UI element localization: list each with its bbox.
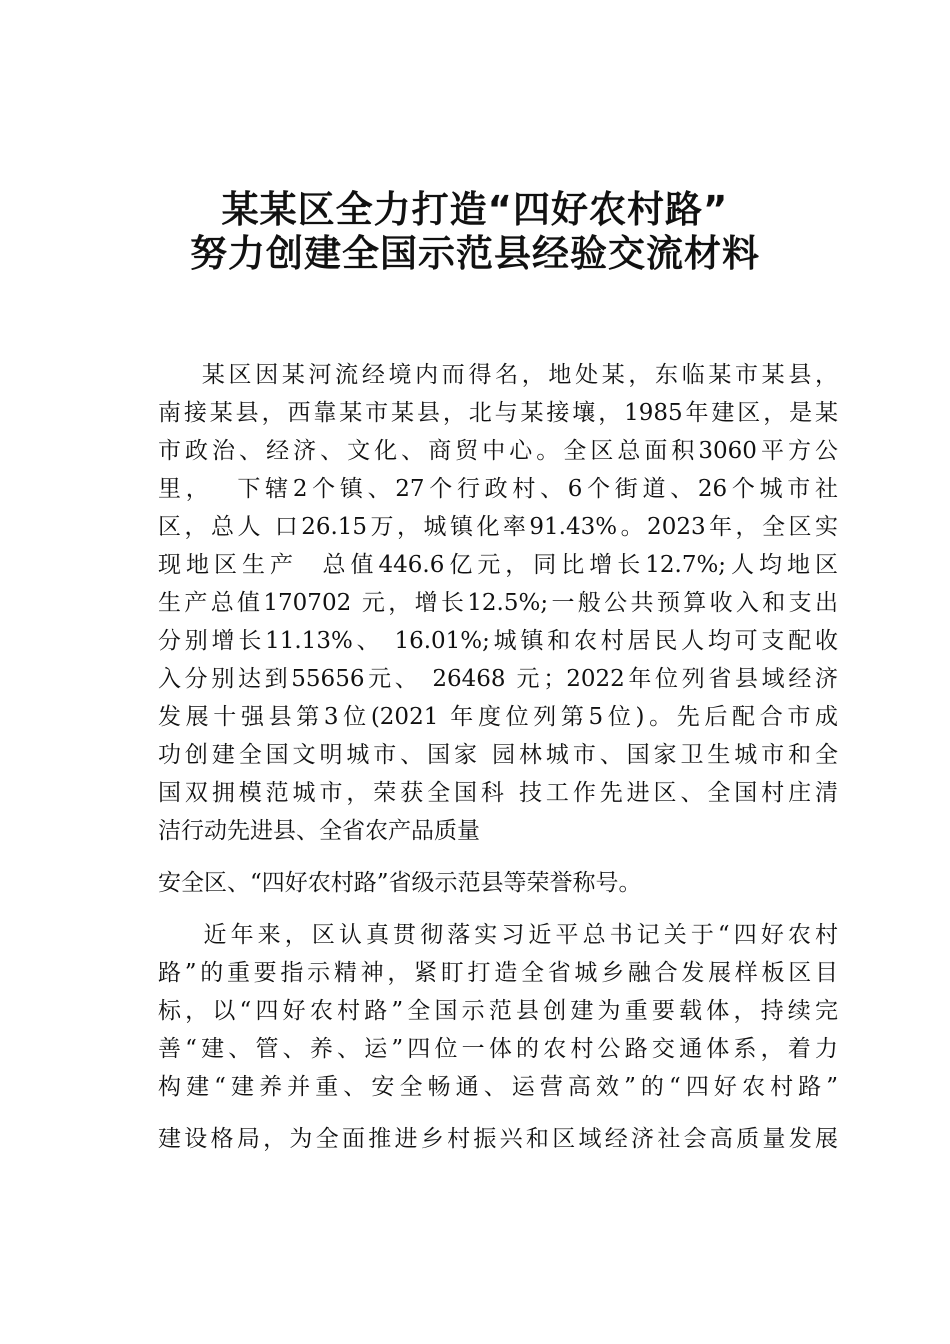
paragraph-1-line-3: 市政治、经济、文化、商贸中心。全区总面积3060平方公 (158, 438, 838, 464)
paragraph-3-line-3: 标，以“四好农村路”全国示范县创建为重要载体，持续完 (158, 998, 838, 1024)
paragraph-1-line-8: 分别增长11.13%、 16.01%;城镇和农村居民人均可支配收 (158, 628, 838, 654)
paragraph-1-line-11: 功创建全国文明城市、国家 园林城市、国家卫生城市和全 (158, 742, 838, 768)
paragraph-3-line-1: 近年来，区认真贯彻落实习近平总书记关于“四好农村 (158, 922, 838, 948)
paragraph-2-line-1: 安全区、“四好农村路”省级示范县等荣誉称号。 (158, 870, 642, 896)
paragraph-1-line-12: 国双拥模范城市，荣获全国科 技工作先进区、全国村庄清 (158, 780, 838, 806)
paragraph-3-line-4: 善“建、管、养、运”四位一体的农村公路交通体系，着力 (158, 1036, 838, 1062)
document-title-line-1: 某某区全力打造“四好农村路” (221, 188, 729, 231)
paragraph-1-line-6: 现地区生产 总值446.6亿元，同比增长12.7%;人均地区 (158, 552, 838, 578)
paragraph-3-line-5: 构建“建养并重、安全畅通、运营高效”的“四好农村路” (158, 1074, 838, 1100)
paragraph-3-line-6: 建设格局，为全面推进乡村振兴和区域经济社会高质量发展 (158, 1126, 838, 1152)
paragraph-1-line-2: 南接某县，西靠某市某县，北与某接壤，1985年建区，是某 (158, 400, 838, 426)
paragraph-1-line-9: 入分别达到55656元、 26468 元；2022年位列省县域经济 (158, 666, 838, 692)
paragraph-1-line-4: 里， 下辖2个镇、27个行政村、6个街道、26个城市社 (158, 476, 838, 502)
paragraph-1-line-10: 发展十强县第3位(2021 年度位列第5位)。先后配合市成 (158, 704, 838, 730)
paragraph-3-line-2: 路”的重要指示精神，紧盯打造全省城乡融合发展样板区目 (158, 960, 838, 986)
paragraph-1-line-5: 区，总人 口26.15万，城镇化率91.43%。2023年，全区实 (158, 514, 838, 540)
document-title-line-2: 努力创建全国示范县经验交流材料 (190, 232, 760, 275)
paragraph-1-line-1: 某区因某河流经境内而得名，地处某，东临某市某县， (158, 362, 838, 388)
paragraph-1-line-7: 生产总值170702 元，增长12.5%;一般公共预算收入和支出 (158, 590, 838, 616)
paragraph-1-line-13: 洁行动先进县、全省农产品质量 (158, 818, 480, 844)
